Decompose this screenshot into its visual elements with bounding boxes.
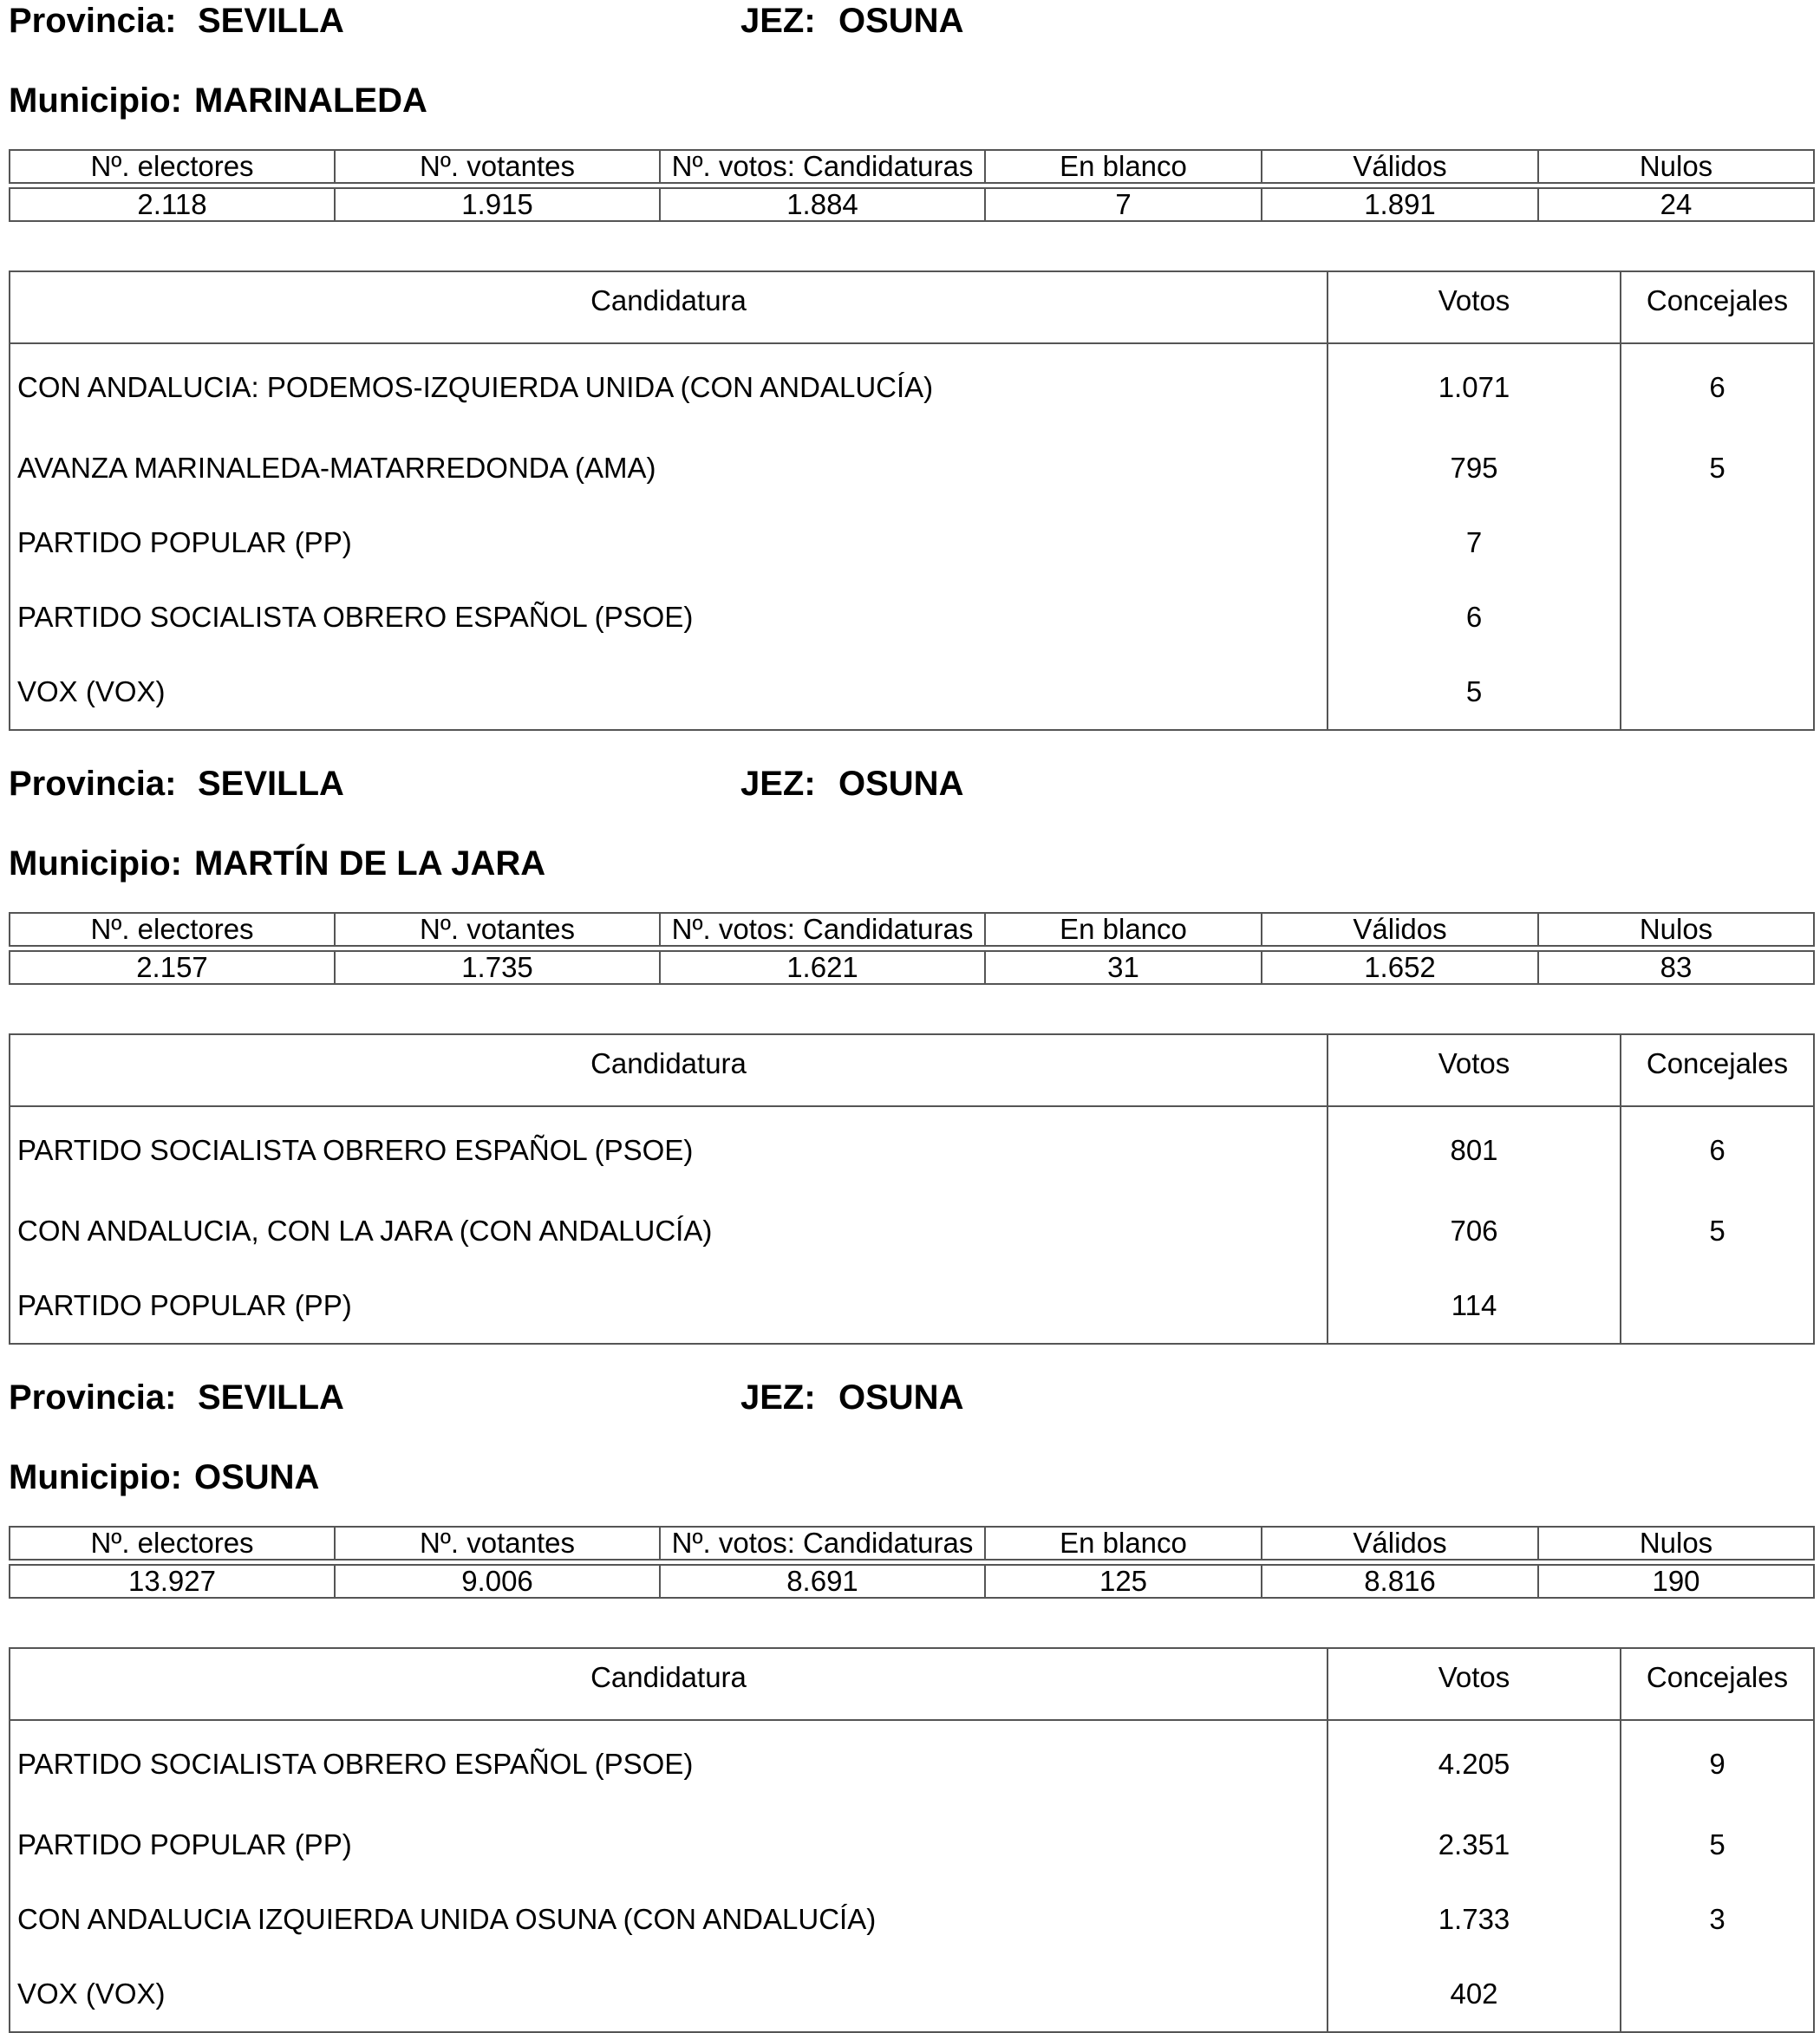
cand-votos: 801: [1327, 1106, 1621, 1194]
table-row: [10, 1882, 1814, 1957]
cand-concejales: [1621, 1268, 1814, 1344]
cand-votos: 706: [1327, 1194, 1621, 1268]
jez-label: JEZ:: [740, 2, 816, 40]
cand-name: PARTIDO SOCIALISTA OBRERO ESPAÑOL (PSOE): [10, 580, 1327, 655]
municipio-label: Municipio:: [9, 844, 182, 883]
cand-name: AVANZA MARINALEDA-MATARREDONDA (AMA): [10, 431, 1327, 505]
candidaturas-table: [9, 1033, 1815, 1345]
stats-table: [9, 1526, 1815, 1599]
stats-value-en-blanco: 31: [985, 951, 1262, 984]
stats-header-nulos: Nulos: [1538, 150, 1814, 183]
table-row: [10, 1957, 1814, 2032]
cand-concejales: 9: [1621, 1720, 1814, 1808]
cand-votos: 2.351: [1327, 1808, 1621, 1882]
cand-name: CON ANDALUCIA IZQUIERDA UNIDA OSUNA (CON ANDALUCÍA): [10, 1882, 1327, 1957]
stats-value-en-blanco: 125: [985, 1565, 1262, 1598]
cand-votos: 5: [1327, 655, 1621, 730]
cand-header-row: [10, 1648, 1814, 1720]
stats-header-votantes: Nº. votantes: [335, 1527, 660, 1560]
cand-name: PARTIDO POPULAR (PP): [10, 505, 1327, 580]
table-row: [10, 1106, 1814, 1194]
cand-header-concejales: Concejales: [1621, 1648, 1814, 1720]
cand-concejales: [1621, 655, 1814, 730]
stats-header-votantes: Nº. votantes: [335, 150, 660, 183]
cand-name: PARTIDO SOCIALISTA OBRERO ESPAÑOL (PSOE): [10, 1106, 1327, 1194]
stats-value-votantes: 1.915: [335, 188, 660, 221]
stats-header-nulos: Nulos: [1538, 1527, 1814, 1560]
cand-votos: 402: [1327, 1957, 1621, 2032]
cand-votos: 795: [1327, 431, 1621, 505]
cand-concejales: [1621, 505, 1814, 580]
cand-name: CON ANDALUCIA, CON LA JARA (CON ANDALUCÍA): [10, 1194, 1327, 1268]
cand-concejales: 3: [1621, 1882, 1814, 1957]
stats-value-nulos: 83: [1538, 951, 1814, 984]
stats-header-electores: Nº. electores: [10, 913, 335, 946]
cand-concejales: 5: [1621, 1808, 1814, 1882]
candidaturas-table: [9, 270, 1815, 731]
cand-votos: 1.733: [1327, 1882, 1621, 1957]
cand-header-row: [10, 1034, 1814, 1106]
stats-header-votos-candidaturas: Nº. votos: Candidaturas: [660, 913, 985, 946]
municipio-value: OSUNA: [193, 1458, 320, 1496]
stats-value-votantes: 9.006: [335, 1565, 660, 1598]
stats-header-row: [10, 150, 1814, 183]
stats-header-row: [10, 913, 1814, 946]
cand-concejales: 6: [1621, 343, 1814, 431]
cand-header-votos: Votos: [1327, 1648, 1621, 1720]
jez-value: OSUNA: [838, 765, 964, 803]
stats-header-electores: Nº. electores: [10, 1527, 335, 1560]
municipio-value: MARINALEDA: [193, 81, 427, 120]
stats-header-votos-candidaturas: Nº. votos: Candidaturas: [660, 1527, 985, 1560]
cand-name: VOX (VOX): [10, 655, 1327, 730]
cand-header-candidatura: Candidatura: [10, 271, 1327, 343]
stats-header-validos: Válidos: [1262, 913, 1538, 946]
provincia-value: SEVILLA: [198, 1378, 344, 1417]
stats-header-votantes: Nº. votantes: [335, 913, 660, 946]
provincia-label: Provincia:: [9, 2, 177, 40]
jez-label: JEZ:: [740, 1378, 816, 1417]
stats-value-votos-candidaturas: 8.691: [660, 1565, 985, 1598]
municipio-title: [9, 1456, 331, 1498]
cand-votos: 4.205: [1327, 1720, 1621, 1808]
cand-name: PARTIDO SOCIALISTA OBRERO ESPAÑOL (PSOE): [10, 1720, 1327, 1808]
stats-value-en-blanco: 7: [985, 188, 1262, 221]
cand-concejales: [1621, 580, 1814, 655]
cand-header-candidatura: Candidatura: [10, 1648, 1327, 1720]
cand-concejales: 6: [1621, 1106, 1814, 1194]
candidaturas-table: [9, 1647, 1815, 2033]
cand-name: PARTIDO POPULAR (PP): [10, 1268, 1327, 1344]
stats-table: [9, 149, 1815, 222]
stats-header-electores: Nº. electores: [10, 150, 335, 183]
cand-header-votos: Votos: [1327, 1034, 1621, 1106]
jez-value: OSUNA: [838, 1378, 964, 1417]
provincia-value: SEVILLA: [198, 2, 344, 40]
stats-header-en-blanco: En blanco: [985, 1527, 1262, 1560]
stats-value-row: [10, 1565, 1814, 1598]
stats-header-row: [10, 1527, 1814, 1560]
stats-value-row: [10, 951, 1814, 984]
stats-header-votos-candidaturas: Nº. votos: Candidaturas: [660, 150, 985, 183]
municipio-value: MARTÍN DE LA JARA: [193, 844, 546, 883]
table-row: [10, 580, 1814, 655]
table-row: [10, 655, 1814, 730]
municipio-title: [9, 80, 440, 121]
jez-label: JEZ:: [740, 765, 816, 803]
stats-value-nulos: 24: [1538, 188, 1814, 221]
stats-value-votos-candidaturas: 1.884: [660, 188, 985, 221]
cand-votos: 114: [1327, 1268, 1621, 1344]
table-row: [10, 343, 1814, 431]
stats-table: [9, 912, 1815, 985]
stats-value-electores: 2.157: [10, 951, 335, 984]
stats-header-nulos: Nulos: [1538, 913, 1814, 946]
stats-header-validos: Válidos: [1262, 1527, 1538, 1560]
provincia-label: Provincia:: [9, 765, 177, 803]
table-row: [10, 1720, 1814, 1808]
cand-header-concejales: Concejales: [1621, 271, 1814, 343]
stats-value-electores: 13.927: [10, 1565, 335, 1598]
jez-value: OSUNA: [838, 2, 964, 40]
cand-header-row: [10, 271, 1814, 343]
municipio-label: Municipio:: [9, 81, 182, 120]
cand-name: VOX (VOX): [10, 1957, 1327, 2032]
provincia-label: Provincia:: [9, 1378, 177, 1417]
stats-value-electores: 2.118: [10, 188, 335, 221]
cand-name: CON ANDALUCIA: PODEMOS-IZQUIERDA UNIDA (CON ANDALUCÍA): [10, 343, 1327, 431]
table-row: [10, 431, 1814, 505]
stats-value-votos-candidaturas: 1.621: [660, 951, 985, 984]
cand-name: PARTIDO POPULAR (PP): [10, 1808, 1327, 1882]
stats-value-validos: 1.891: [1262, 188, 1538, 221]
municipio-label: Municipio:: [9, 1458, 182, 1496]
cand-header-concejales: Concejales: [1621, 1034, 1814, 1106]
cand-concejales: 5: [1621, 431, 1814, 505]
stats-value-votantes: 1.735: [335, 951, 660, 984]
stats-value-validos: 8.816: [1262, 1565, 1538, 1598]
cand-concejales: 5: [1621, 1194, 1814, 1268]
cand-votos: 6: [1327, 580, 1621, 655]
table-row: [10, 1268, 1814, 1344]
cand-concejales: [1621, 1957, 1814, 2032]
table-row: [10, 1808, 1814, 1882]
table-row: [10, 1194, 1814, 1268]
stats-value-row: [10, 188, 1814, 221]
cand-votos: 7: [1327, 505, 1621, 580]
table-row: [10, 505, 1814, 580]
cand-header-candidatura: Candidatura: [10, 1034, 1327, 1106]
stats-header-en-blanco: En blanco: [985, 150, 1262, 183]
stats-header-en-blanco: En blanco: [985, 913, 1262, 946]
stats-header-validos: Válidos: [1262, 150, 1538, 183]
stats-value-validos: 1.652: [1262, 951, 1538, 984]
provincia-value: SEVILLA: [198, 765, 344, 803]
cand-votos: 1.071: [1327, 343, 1621, 431]
stats-value-nulos: 190: [1538, 1565, 1814, 1598]
cand-header-votos: Votos: [1327, 271, 1621, 343]
municipio-title: [9, 843, 558, 884]
